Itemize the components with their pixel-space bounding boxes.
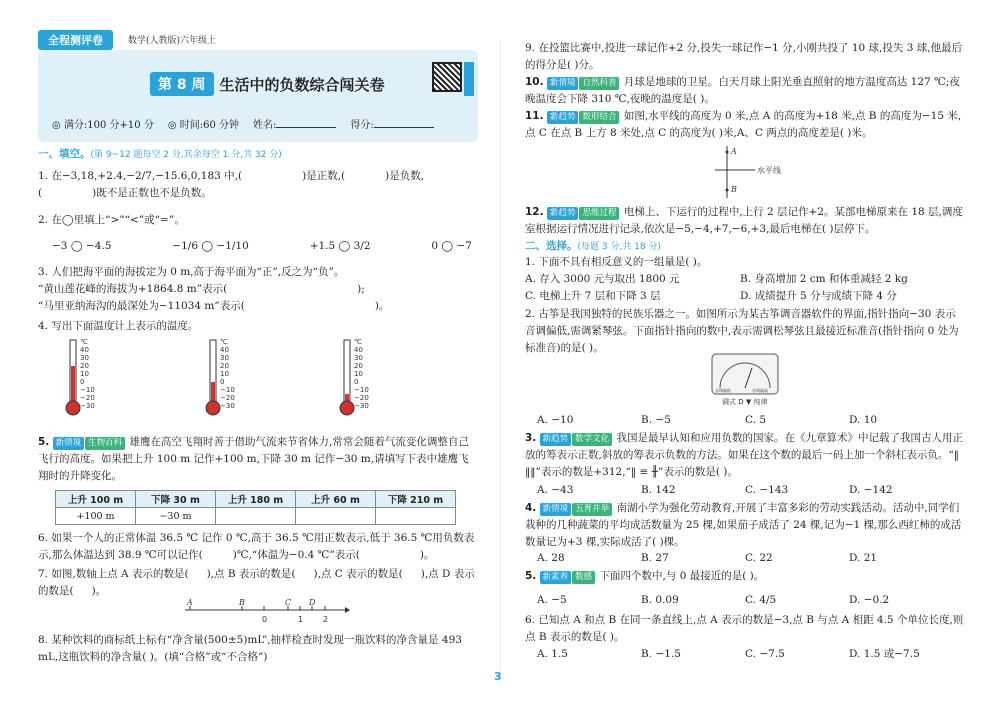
svg-text:−10: −10 xyxy=(220,386,235,394)
svg-text:10: 10 xyxy=(220,370,229,378)
option-d[interactable]: D. −0.2 xyxy=(849,594,890,606)
table-cell-blank[interactable] xyxy=(296,508,376,525)
svg-text:℃: ℃ xyxy=(80,338,88,346)
svg-text:音调偏低: 音调偏低 xyxy=(715,388,731,393)
svg-text:B: B xyxy=(239,598,245,607)
option-b[interactable]: B. 27 xyxy=(641,552,669,564)
svg-text:−30: −30 xyxy=(354,402,369,410)
choice-6-options xyxy=(537,646,957,663)
svg-text:2: 2 xyxy=(323,615,329,624)
svg-text:20: 20 xyxy=(354,362,363,370)
question-10: 10. 新情境 自然科普 月球是地球的卫星。白天月球上阳光垂直照射的地方温度高达 127 ℃;夜晚温度会下降 310 ℃,夜晚的温度是( )。 xyxy=(525,76,960,105)
section-2-heading: 二、选择。(每题 3 分,共 18 分) xyxy=(525,240,662,252)
question-5: 5. 新情境 生物百科 雄鹰在高空飞翔时善于借助气流来节省体力,常常会随着气流变化调整自己飞行的高度。如果把上升 100 m 记作+100 m,下降 30 m 记作−30 m,请填写下表中雄鹰飞翔时的升降变化。 xyxy=(38,436,469,482)
thermometer-2 xyxy=(202,336,262,418)
option-d[interactable]: D. 1.5 或−7.5 xyxy=(849,648,920,660)
week-badge: 第 8 周 xyxy=(150,72,214,96)
option-c[interactable]: C. −7.5 xyxy=(745,648,785,660)
option-c[interactable]: C. 5 xyxy=(745,414,767,426)
choice-5-options xyxy=(537,592,957,609)
qr-code-icon[interactable] xyxy=(432,62,462,92)
name-label: 姓名: xyxy=(253,120,277,131)
svg-text:10: 10 xyxy=(80,370,89,378)
option-b[interactable]: B. 142 xyxy=(641,484,676,496)
option-c[interactable]: C. 4/5 xyxy=(745,594,777,606)
score-blank[interactable] xyxy=(374,127,434,128)
table-cell-blank[interactable] xyxy=(376,508,456,525)
section-1-heading: 一、填空。(第 9~12 题每空 2 分,其余每空 1 分,共 32 分) xyxy=(38,148,282,160)
svg-text:A: A xyxy=(187,598,193,607)
choice-4: 4. 新情境 五育并举 南湖小学为强化劳动教育,开展了丰富多彩的劳动实践活动。活动中,同学们栽种的几种蔬菜的平均成活数量为 25 棵,如果茄子成活了 24 棵,记为−1 棵,那么西红柿的成活数量记为+3 棵,实际成活了( )棵。 xyxy=(525,502,962,548)
compare-item[interactable]: −3 ◯ −4.5 xyxy=(52,240,112,252)
option-d[interactable]: D. 10 xyxy=(849,414,878,426)
thermometer-1 xyxy=(62,336,122,418)
height-figure xyxy=(715,144,805,200)
meta-row xyxy=(52,116,434,131)
question-3: 3. 人们把海平面的海拔定为 0 m,高于海平面为“正”,反之为“负”。 “黄山莲花峰的海拔为+1864.8 m”表示( ); “马里亚纳海沟的最深处为−11034 m”表示( )。 xyxy=(38,266,390,312)
option-a[interactable]: A. 28 xyxy=(537,552,565,564)
svg-text:−20: −20 xyxy=(220,394,235,402)
question-8: 8. 某种饮料的商标纸上标有“净含量(500±5)mL”,抽样检查时发现一瓶饮料的净含量是 493 mL,这瓶饮料的净含量( )。(填“合格”或“不合格”) xyxy=(38,634,462,663)
table-cell: −30 m xyxy=(136,508,216,525)
full-score: ◎ 满分:100 分+10 分 xyxy=(52,120,154,131)
svg-text:调式 D ▼ 纯律: 调式 D ▼ 纯律 xyxy=(722,398,768,406)
svg-text:−20: −20 xyxy=(80,394,95,402)
svg-text:−10: −10 xyxy=(80,386,95,394)
page-title: 生活中的负数综合闯关卷 xyxy=(219,75,385,94)
option-d[interactable]: D. 成绩提升 5 分与成绩下降 4 分 xyxy=(740,290,897,302)
option-d[interactable]: D. −142 xyxy=(849,484,893,496)
question-6: 6. 如果一个人的正常体温 36.5 ℃ 记作 0 ℃,高于 36.5 ℃用正数表示,低于 36.5 ℃用负数表示,那么体温达到 38.9 ℃可以记作( )℃,“体温为−0.4 ℃”表示( )。 xyxy=(38,532,475,561)
time-limit: ◎ 时间:60 分钟 xyxy=(167,120,240,131)
table-cell-blank[interactable] xyxy=(216,508,296,525)
choice-5: 5. 新素养 数感 下面四个数中,与 0 最接近的是( )。 xyxy=(525,570,765,582)
option-a[interactable]: A. 存入 3000 元与取出 1800 元 xyxy=(525,273,680,285)
question-2: 2. 在◯里填上“>”“<”或“=”。 xyxy=(38,214,185,226)
thermometer-3 xyxy=(336,336,396,418)
option-a[interactable]: A. −43 xyxy=(537,484,574,496)
svg-text:20: 20 xyxy=(220,362,229,370)
choice-6: 6. 已知点 A 和点 B 在同一条直线上,点 A 表示的数是−3,点 B 与点 A 相距 4.5 个单位长度,则点 B 表示的数是( )。 xyxy=(525,614,964,643)
option-a[interactable]: A. 1.5 xyxy=(537,648,568,660)
svg-text:A: A xyxy=(731,147,737,156)
svg-text:C: C xyxy=(285,598,292,607)
option-b[interactable]: B. −1.5 xyxy=(641,648,681,660)
svg-text:1: 1 xyxy=(298,615,304,624)
table-cell: +100 m xyxy=(56,508,136,525)
question-12: 12. 新趋势 思维过程 电梯上、下运行的过程中,上行 2 层记作+2。某部电梯原来在 18 层,调度室根据运行情况进行记录,依次是−5,−4,+7,−6,+3,最后电梯在( )层停下。 xyxy=(525,206,963,235)
question-7: 7. 如图,数轴上点 A 表示的数是( ),点 B 表示的数是( ),点 C 表示的数是( ),点 D 表示的数是( )。 xyxy=(38,568,475,597)
option-b[interactable]: B. 身高增加 2 cm 和体重减轻 2 kg xyxy=(740,273,908,285)
svg-text:30: 30 xyxy=(220,354,229,362)
compare-item[interactable]: +1.5 ◯ 3/2 xyxy=(309,240,371,252)
option-c[interactable]: C. 22 xyxy=(745,552,773,564)
column-divider xyxy=(500,40,501,680)
svg-text:30: 30 xyxy=(80,354,89,362)
choice-2-options xyxy=(537,412,957,429)
question-9: 9. 在投篮比赛中,投进一球记作+2 分,投失一球记作−1 分,小刚共投了 10 球,投失 3 球,他最后的得分是( )分。 xyxy=(525,42,963,71)
title-box xyxy=(150,72,385,96)
number-line xyxy=(180,598,350,628)
series-tag: 全程测评卷 xyxy=(38,30,113,50)
question-1: 1. 在−3,18,+2.4,−2/7,−15.6,0,183 中,( )是正数,( )是负数, ( )既不是正数也不是负数。 xyxy=(38,170,425,199)
svg-text:40: 40 xyxy=(220,346,229,354)
option-d[interactable]: D. 21 xyxy=(849,552,878,564)
svg-text:−10: −10 xyxy=(354,386,369,394)
score-label: 得分: xyxy=(350,120,374,131)
choice-3: 3. 新趋势 数学文化 我国是最早认知和应用负数的国家。在《九章算术》中记载了我国古人用正放的筹表示正数,斜放的筹表示负数的方法。如果在这个数的最后一码上加一个斜杠表示负。“‖ ‖‖”表示的数是+312,“‖ ≡ ╫”表示的数是( )。 xyxy=(525,432,964,478)
option-a[interactable]: A. −10 xyxy=(537,414,574,426)
svg-text:40: 40 xyxy=(354,346,363,354)
question-11: 11. 新趋势 数形结合 如图,水平线的高度为 0 米,点 A 的高度为+18 米,点 B 的高度为−15 米,点 C 在点 B 上方 8 米处,点 C 的高度为( )米,A、C 两点的高度差是( )米。 xyxy=(525,110,962,139)
svg-text:0: 0 xyxy=(220,378,225,386)
subject-label: 数学(人教版)六年级上 xyxy=(128,36,217,46)
svg-text:−20: −20 xyxy=(354,394,369,402)
choice-3-options xyxy=(537,482,957,499)
svg-text:℃: ℃ xyxy=(220,338,228,346)
svg-text:℃: ℃ xyxy=(354,338,362,346)
compare-item[interactable]: 0 ◯ −7 xyxy=(431,240,472,252)
svg-text:0: 0 xyxy=(80,378,85,386)
svg-text:D: D xyxy=(309,598,316,607)
svg-text:0: 0 xyxy=(354,378,359,386)
svg-text:−30: −30 xyxy=(80,402,95,410)
tuner-dial-icon xyxy=(710,352,780,408)
option-b[interactable]: B. −5 xyxy=(641,414,671,426)
svg-text:20: 20 xyxy=(80,362,89,370)
page-number: 3 xyxy=(494,670,502,683)
svg-text:0: 0 xyxy=(262,615,268,624)
choice-1: 1. 下面不具有相反意义的一组量是( )。 A. 存入 3000 元与取出 1800 元 B. 身高增加 2 cm 和体重减轻 2 kg C. 电梯上升 7 层和下降 3 层 D. 成绩提升 5 分与成绩下降 4 分 xyxy=(525,254,965,305)
svg-text:40: 40 xyxy=(80,346,89,354)
svg-text:30: 30 xyxy=(354,354,363,362)
svg-text:−30: −30 xyxy=(220,402,235,410)
option-b[interactable]: B. 0.09 xyxy=(641,594,679,606)
altitude-table: 上升 100 m 下降 30 m 上升 180 m 上升 60 m 下降 210 m +100 m −30 m xyxy=(55,490,456,525)
option-a[interactable]: A. −5 xyxy=(537,594,567,606)
svg-text:音调偏高: 音调偏高 xyxy=(752,388,768,393)
svg-text:10: 10 xyxy=(354,370,363,378)
question-2-items xyxy=(52,238,472,255)
compare-item[interactable]: −1/6 ◯ −1/10 xyxy=(172,240,249,252)
option-c[interactable]: C. 电梯上升 7 层和下降 3 层 xyxy=(525,290,661,302)
choice-2: 2. 古筝是我国独特的民族乐器之一。如图所示为某古筝调音器软件的界面,指针指向−30 表示音调偏低,需调紧琴弦。下面指针指向的数中,表示需调松琴弦且最接近标准音(指针指向 0 处为标准音)的是( )。 xyxy=(525,308,959,354)
qr-tab xyxy=(464,62,474,96)
svg-text:水平线: 水平线 xyxy=(757,166,781,175)
option-c[interactable]: C. −143 xyxy=(745,484,789,496)
choice-4-options xyxy=(537,550,957,567)
name-blank[interactable] xyxy=(276,127,336,128)
svg-text:B: B xyxy=(731,185,737,194)
question-4: 4. 写出下面温度计上表示的温度。 xyxy=(38,320,199,332)
